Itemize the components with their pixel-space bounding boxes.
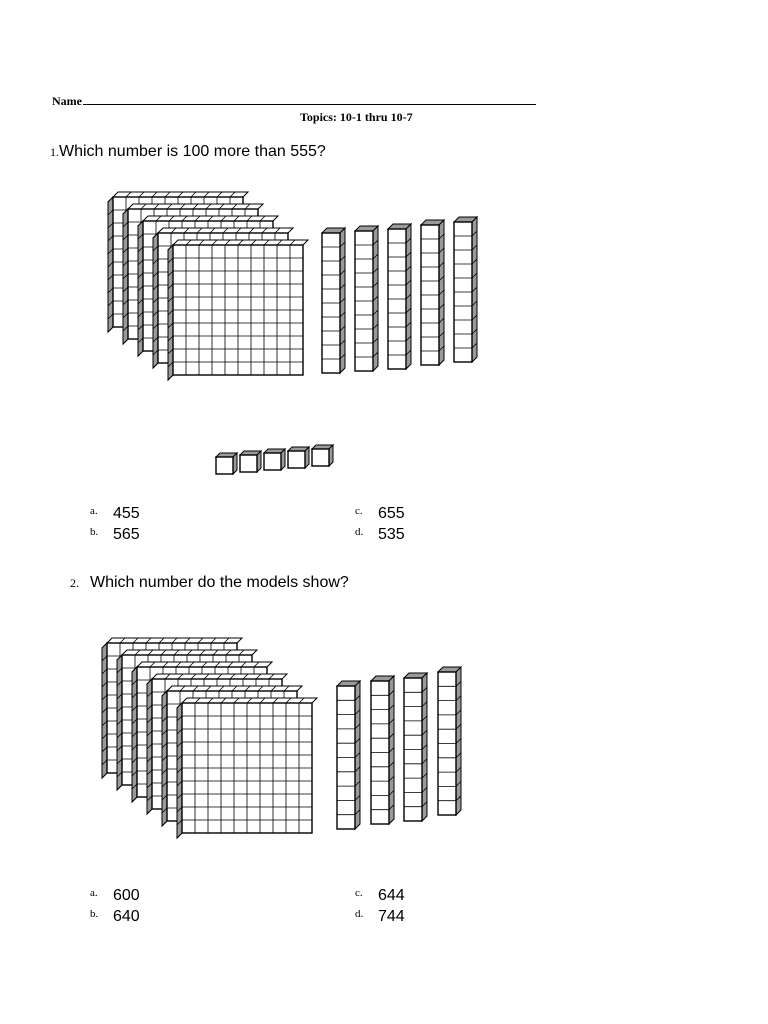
- question-1-number: 1.: [50, 145, 59, 159]
- q2-choice-d[interactable]: [355, 908, 405, 926]
- ten-rod: [438, 667, 461, 815]
- q2-choice-a-value: 600: [113, 887, 140, 904]
- one-cube: [240, 451, 261, 472]
- q2-choice-a-letter: a.: [90, 887, 98, 899]
- question-2-text: Which number do the models show?: [90, 574, 349, 591]
- q1-choice-c[interactable]: [355, 505, 405, 523]
- q1-choice-a-value: 455: [113, 505, 140, 522]
- question-2-base-ten-model: [102, 638, 461, 838]
- q2-choice-b-value: 640: [113, 908, 140, 925]
- ten-rod: [371, 676, 394, 824]
- topics-heading: Topics: 10-1 thru 10-7: [300, 110, 413, 124]
- ten-rod: [404, 673, 427, 821]
- question-1-text: Which number is 100 more than 555?: [59, 143, 326, 160]
- q2-choice-c-value: 644: [378, 887, 405, 904]
- q1-choice-d[interactable]: [355, 526, 405, 544]
- q2-choice-d-letter: d.: [355, 908, 364, 920]
- q2-choice-b[interactable]: [90, 908, 140, 926]
- ten-rod: [355, 226, 378, 371]
- question-2: [70, 574, 349, 592]
- hundred-flat: [168, 240, 308, 380]
- q1-choice-b-letter: b.: [90, 526, 99, 538]
- ten-rod: [421, 220, 444, 365]
- q2-choice-b-letter: b.: [90, 908, 99, 920]
- q1-choice-a-letter: a.: [90, 505, 98, 517]
- q1-choice-c-letter: c.: [355, 505, 363, 517]
- ten-rod: [337, 681, 360, 829]
- ten-rod: [388, 224, 411, 369]
- hundred-flat: [177, 698, 317, 838]
- ten-rod: [454, 217, 477, 362]
- one-cube: [264, 449, 285, 470]
- q1-choice-a[interactable]: [90, 505, 140, 523]
- q1-choice-b-value: 565: [113, 526, 140, 543]
- q2-choice-c[interactable]: [355, 887, 405, 905]
- q1-choice-c-value: 655: [378, 505, 405, 522]
- q1-choice-b[interactable]: [90, 526, 140, 544]
- one-cube: [288, 447, 309, 468]
- q2-choice-c-letter: c.: [355, 887, 363, 899]
- name-label: Name: [52, 94, 82, 108]
- q2-choice-d-value: 744: [378, 908, 405, 925]
- ten-rod: [322, 228, 345, 373]
- q1-choice-d-value: 535: [378, 526, 405, 543]
- question-1-base-ten-model: [108, 192, 477, 474]
- q1-choice-d-letter: d.: [355, 526, 364, 538]
- q2-choice-a[interactable]: [90, 887, 140, 905]
- question-2-number: 2.: [70, 576, 79, 590]
- one-cube: [216, 453, 237, 474]
- one-cube: [312, 445, 333, 466]
